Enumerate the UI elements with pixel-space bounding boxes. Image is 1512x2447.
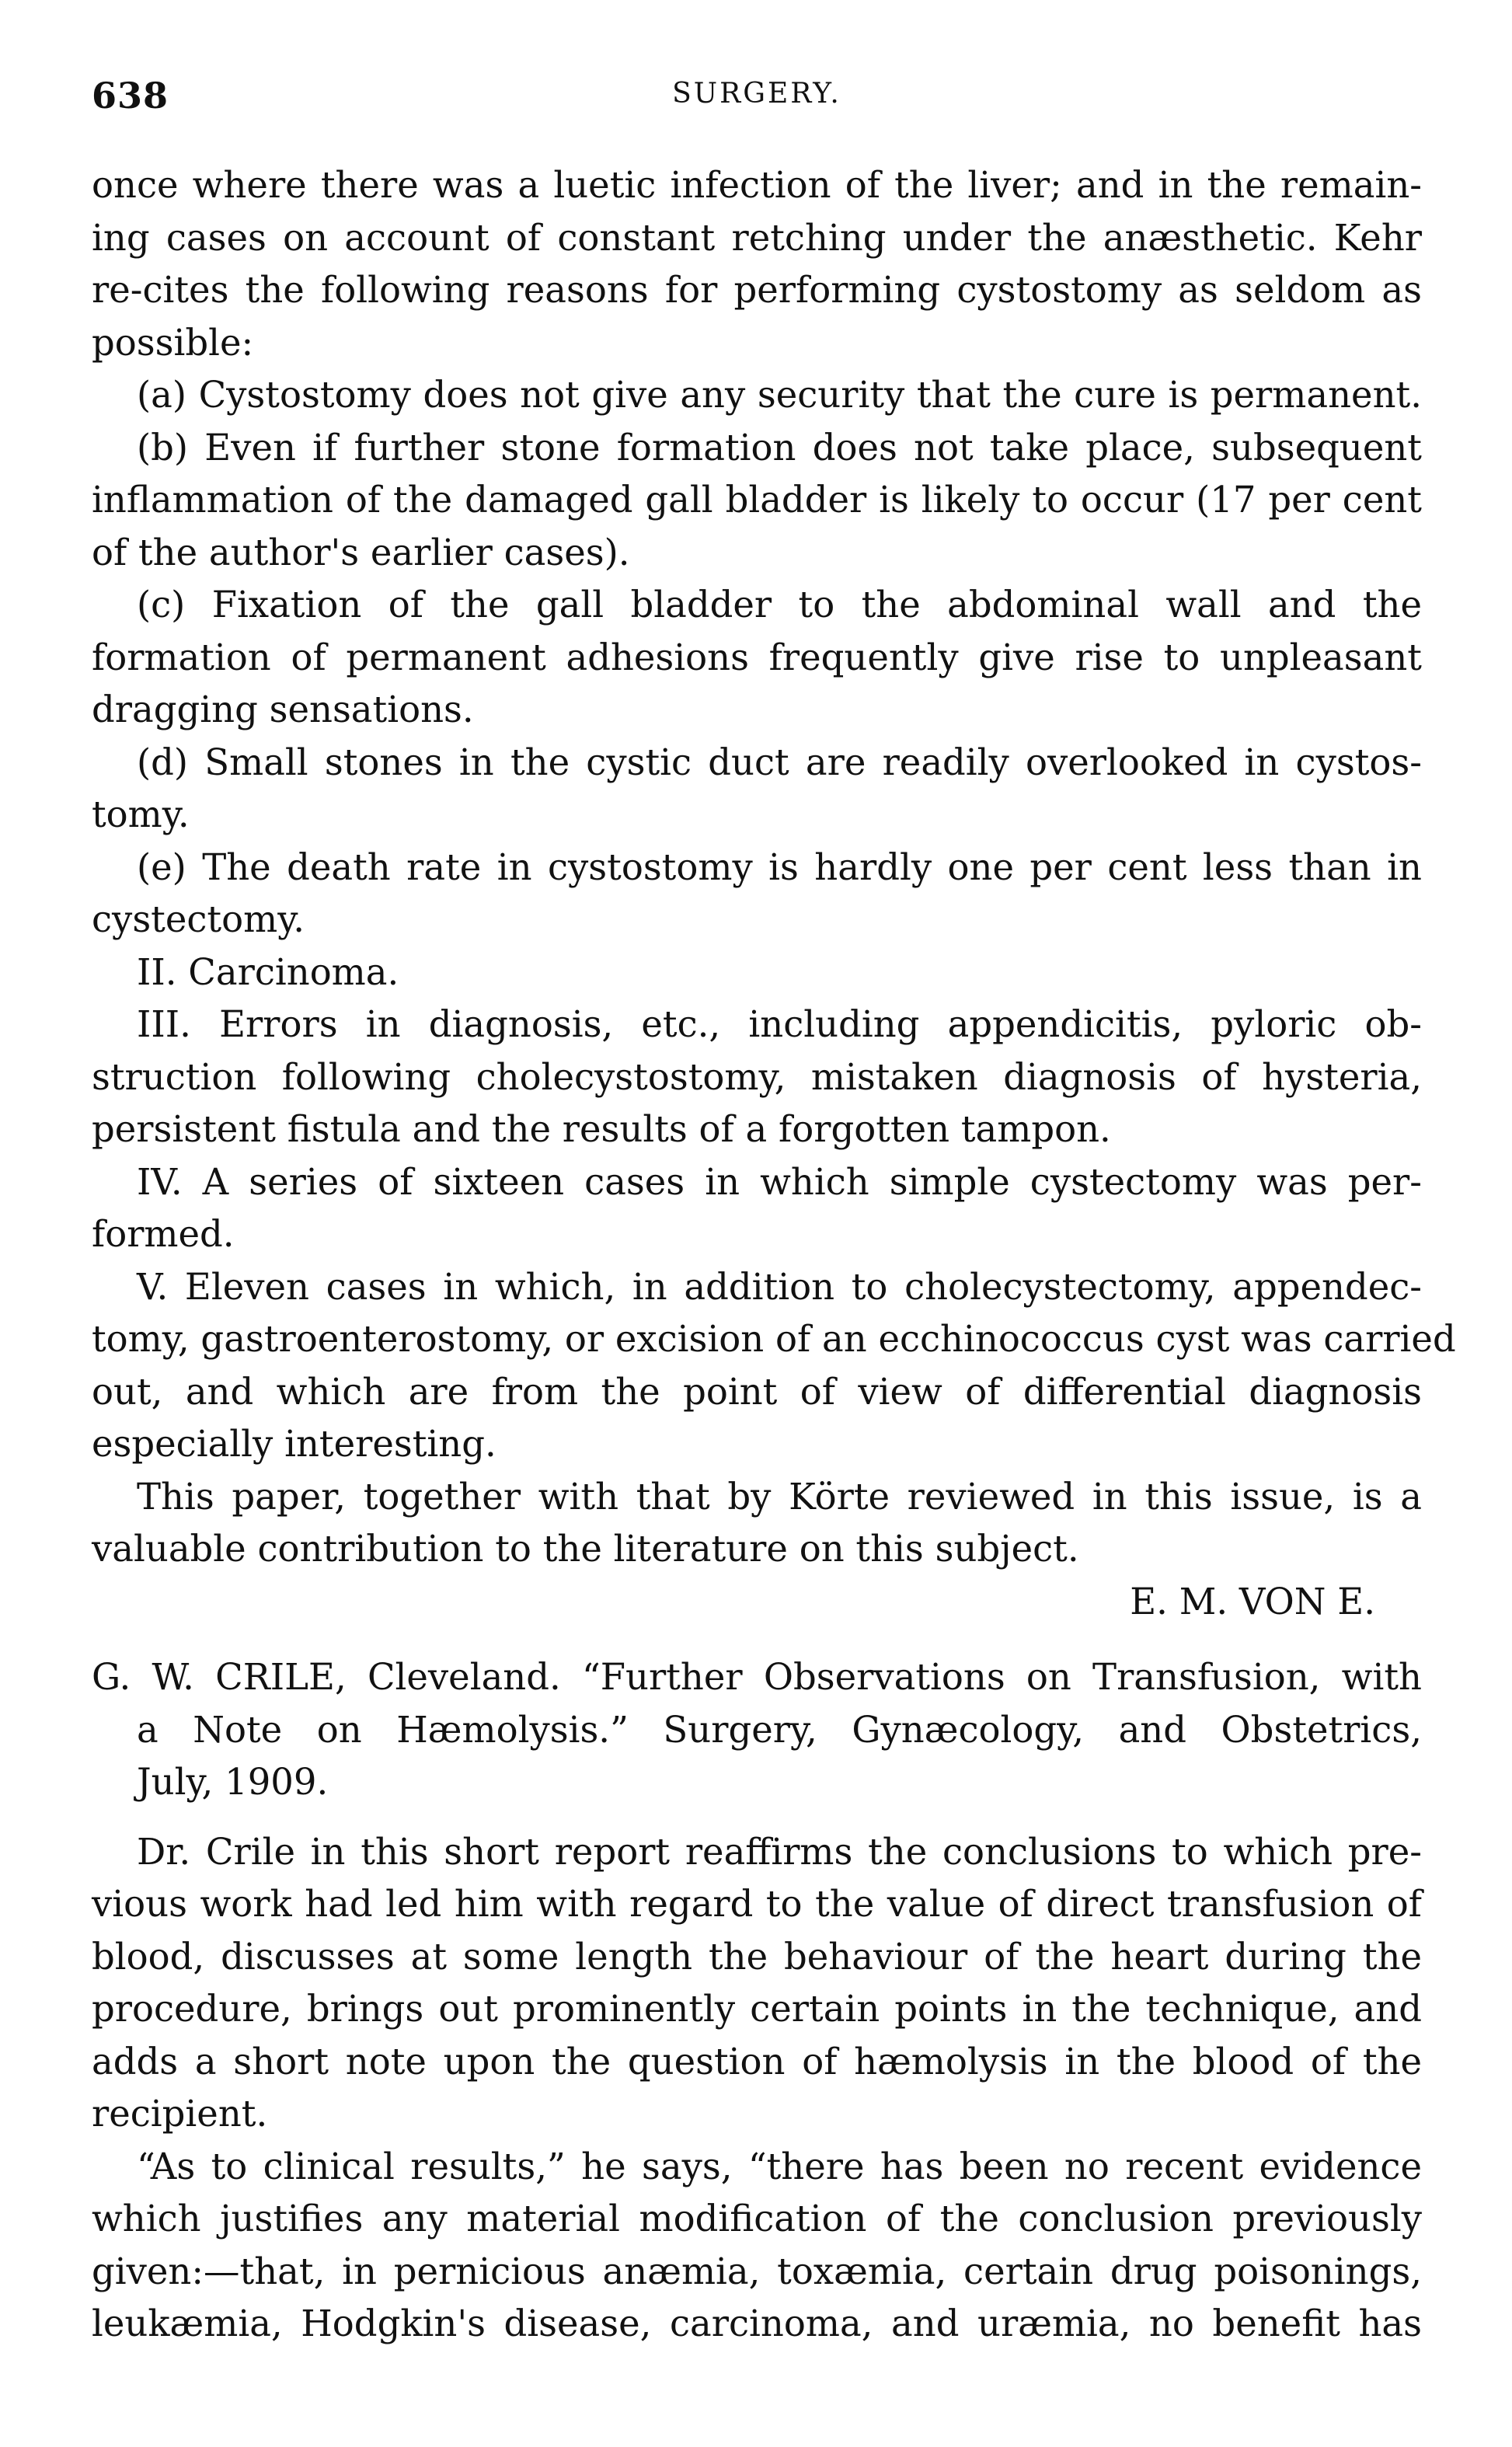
list-item-a: (a) Cystostomy does not give any security that the cure is permanent. <box>137 374 1422 416</box>
section-ii: II. Carcinoma. <box>137 950 399 993</box>
body-text <box>92 159 1456 2351</box>
text-line: given:—that, in pernicious anæmia, toxæmia, certain drug poisonings, <box>92 2250 1422 2292</box>
text-line: inflammation of the damaged gall bladder is likely to occur (17 per cent <box>92 479 1422 521</box>
text-line: persistent fistula and the results of a forgotten tampon. <box>92 1108 1111 1150</box>
text-line: especially interesting. <box>92 1423 496 1465</box>
text-line: blood, discusses at some length the behaviour of the heart during the <box>92 1935 1422 1978</box>
running-head: SURGERY. <box>672 78 841 110</box>
text-line: tomy, gastroenterostomy, or excision of an ecchinococcus cyst was carried <box>92 1318 1456 1360</box>
text-line: leukæmia, Hodgkin's disease, carcinoma, and uræmia, no benefit has <box>92 2302 1422 2344</box>
list-item-d: (d) Small stones in the cystic duct are readily overlooked in cystos- <box>137 741 1422 783</box>
text-line: which justifies any material modification of the conclusion previously <box>92 2198 1422 2240</box>
text-line: vious work had led him with regard to the value of direct transfusion of <box>92 1883 1422 1925</box>
citation-heading: G. W. CRILE, Cleveland. “Further Observations on Transfusion, with <box>92 1656 1422 1698</box>
text-line: valuable contribution to the literature on this subject. <box>92 1528 1079 1570</box>
text-line: procedure, brings out prominently certain points in the technique, and <box>92 1988 1422 2030</box>
citation-title: a Note on Hæmolysis.” Surgery, Gynæcology, and Obstetrics, <box>137 1708 1422 1751</box>
text-line: possible: <box>92 321 254 364</box>
section-iv: IV. A series of sixteen cases in which simple cystectomy was per- <box>137 1160 1422 1203</box>
section-v: V. Eleven cases in which, in addition to cholecystectomy, appendec- <box>137 1265 1422 1308</box>
text-line: adds a short note upon the question of hæmolysis in the blood of the <box>92 2040 1422 2083</box>
list-item-c: (c) Fixation of the gall bladder to the abdominal wall and the <box>137 584 1422 626</box>
text-line: dragging sensations. <box>92 688 474 730</box>
text-line: cystectomy. <box>92 898 305 940</box>
text-line: re-cites the following reasons for performing cystostomy as seldom as <box>92 269 1422 311</box>
text-line: formed. <box>92 1213 235 1255</box>
section-iii: III. Errors in diagnosis, etc., including appendicitis, pyloric ob- <box>137 1003 1422 1045</box>
reviewer-signature: E. M. VON E. <box>1130 1580 1375 1623</box>
text-line: out, and which are from the point of view of differential diagnosis <box>92 1370 1422 1413</box>
summary-paragraph: This paper, together with that by Körte reviewed in this issue, is a <box>137 1475 1422 1518</box>
text-line: ing cases on account of constant retching under the anæsthetic. Kehr <box>92 216 1422 259</box>
text-line: struction following cholecystostomy, mistaken diagnosis of hysteria, <box>92 1055 1422 1098</box>
text-line: of the author's earlier cases). <box>92 531 630 573</box>
list-item-b: (b) Even if further stone formation does not take place, subsequent <box>137 426 1422 469</box>
text-line: tomy. <box>92 793 190 835</box>
citation-date: July, 1909. <box>137 1761 329 1803</box>
text-line: recipient. <box>92 2093 268 2135</box>
page-number: 638 <box>92 75 169 117</box>
review-paragraph: Dr. Crile in this short report reaffirms the conclusions to which pre- <box>137 1830 1422 1873</box>
text-line: once where there was a luetic infection of the liver; and in the remain- <box>92 164 1422 206</box>
page-header <box>92 75 1422 121</box>
text-line: formation of permanent adhesions frequently give rise to unpleasant <box>92 636 1422 678</box>
list-item-e: (e) The death rate in cystostomy is hardly one per cent less than in <box>137 845 1422 888</box>
quote-paragraph: “As to clinical results,” he says, “there has been no recent evidence <box>137 2145 1422 2187</box>
